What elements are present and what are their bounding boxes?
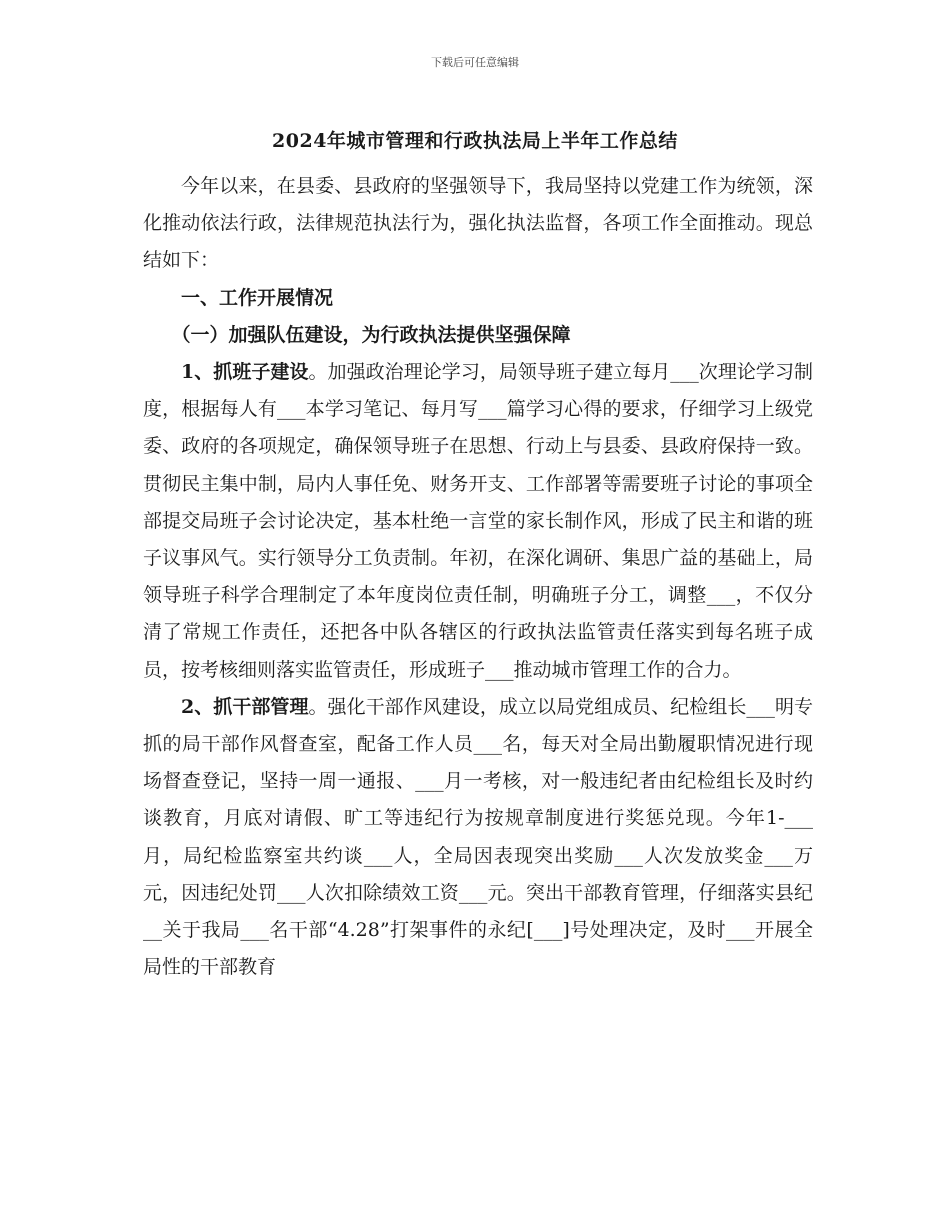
subsection-heading: （一）加强队伍建设，为行政执法提供坚强保障 (171, 323, 571, 346)
item-lead-2: 2、抓干部管理 (181, 695, 309, 718)
item-text-1: 。加强政治理论学习，局领导班子建立每月___次理论学习制度，根据每人有___本学习笔记、每月写___篇学习心得的要求，仔细学习上级党委、政府的各项规定，确保领导班子在思想、行动上与县委、县政府保持一致。贯彻民主集中制，局内人事任免、财务开支、工作部署等需要班子讨论的事项全部提交局班子会讨论决定，基本杜绝一言堂的家长制作风，形成了民主和谐的班子议事风气。实行领导分工负责制。年初，在深化调研、集思广益的基础上，局领导班子科学合理制定了本年度岗位责任制，明确班子分工，调整___，不仅分清了常规工作责任，还把各中队各辖区的行政执法监管责任落实到每名班子成员，按考核细则落实监管责任，形成班子___推动城市管理工作的合力。 (143, 361, 813, 681)
item-text-2: 。强化干部作风建设，成立以局党组成员、纪检组长___明专抓的局干部作风督查室，配备工作人员___名，每天对全局出勤履职情况进行现场督查登记，坚持一周一通报、___月一考核，对一般违纪者由纪检组长及时约谈教育，月底对请假、旷工等违纪行为按规章制度进行奖惩兑现。今年1-___月，局纪检监察室共约谈___人，全局因表现突出奖励___人次发放奖金___万元，因违纪处罚___人次扣除绩效工资___元。突出干部教育管理，仔细落实县纪__关于我局___名干部“4.28”打架事件的永纪[___]号处理决定，及时___开展全局性的干部教育 (143, 695, 813, 979)
document-title: 2024年城市管理和行政执法局上半年工作总结 (272, 130, 678, 152)
item-lead-1: 1、抓班子建设 (181, 361, 309, 384)
item-paragraph-2 (143, 689, 813, 987)
section-heading: 一、工作开展情况 (181, 286, 334, 309)
item-paragraph-1 (143, 354, 813, 689)
intro-paragraph: 今年以来，在县委、县政府的坚强领导下，我局坚持以党建工作为统领，深化推动依法行政，法律规范执法行为，强化执法监督，各项工作全面推动。现总结如下： (143, 175, 813, 272)
document-body (143, 168, 813, 986)
header-note: 下载后可任意编辑 (431, 56, 519, 69)
